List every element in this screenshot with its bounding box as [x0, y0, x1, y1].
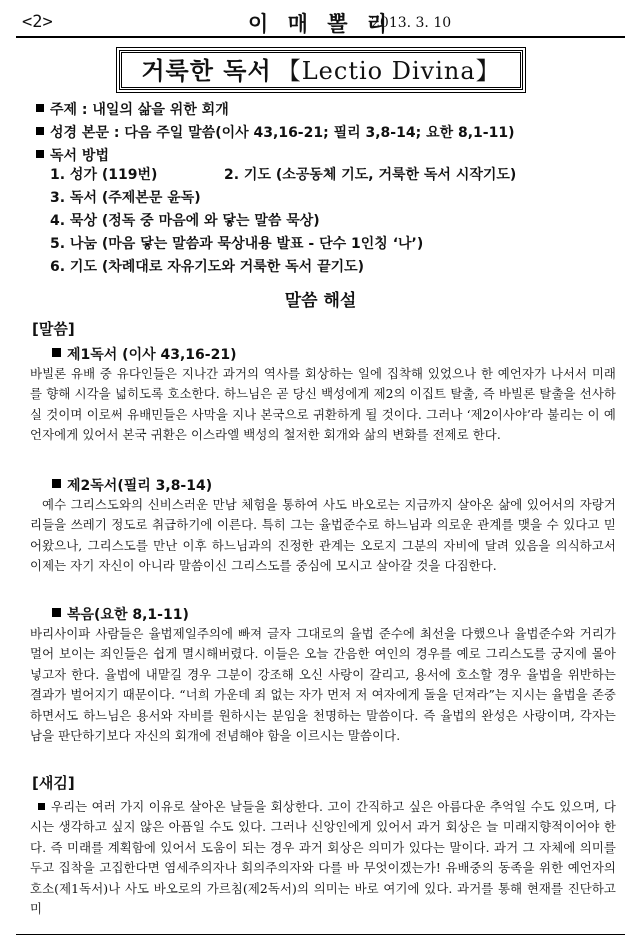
topic-text: 주제 : 내일의 삶을 위한 회개 — [50, 102, 229, 118]
square-bullet-icon — [52, 608, 61, 617]
step-row — [50, 256, 620, 279]
method-label: 독서 방법 — [50, 148, 109, 164]
square-bullet-icon — [36, 104, 44, 112]
step-row — [50, 233, 620, 256]
reflection-paragraph — [30, 797, 616, 919]
reading-title — [52, 344, 236, 364]
step-item: 3. 독서 (주제본문 윤독) — [50, 190, 201, 206]
step-item: 4. 묵상 (정독 중 마음에 와 닿는 말씀 묵상) — [50, 213, 320, 229]
reading-text: 예수 그리스도와의 신비스러운 만남 체험을 통하여 사도 바오로는 지금까지 살아온 삶에 있어서의 자랑거리들을 쓰레기 정도로 취급하기에 이른다. 특히 그는 율법준수로 하느님과 의로운 관계를 맺을 수 있다고 믿어왔으나, 그리스도를 만난 이후 하느님과의 진정한 관계는 오로지 그분의 자비에 달려 있음을 의식하고서 이제는 자기 자신이 아니라 말씀이신 그리스도를 중심에 모시고 살아갈 것을 다짐한다. — [30, 497, 616, 574]
topic-row — [36, 99, 616, 122]
square-bullet-icon — [52, 348, 61, 357]
square-bullet-icon — [38, 803, 45, 810]
bulletin-name: 이 매 뽈 리 — [248, 12, 394, 36]
step-row — [50, 187, 620, 210]
issue-date: 2013. 3. 10 — [371, 15, 452, 31]
reading-text: 바빌론 유배 중 유다인들은 지나간 과거의 역사를 회상하는 일에 집착해 있었으나 한 예언자가 나서서 미래를 향해 시각을 넓히도록 호소한다. 하느님은 곧 당신 백성에게 제2의 이집트 탈출, 즉 바빌론 탈출을 선사하실 것이며 이로써 유배민들은 사막을 지나 본국으로 귀환하게 될 것이다. 그러나 ‘제2이사야’라 불리는 이 예언자에게 있어서 본국 귀환은 이스라엘 백성의 철저한 회개와 삶의 변화를 전제로 한다. — [30, 366, 616, 443]
title-box — [119, 50, 523, 90]
word-section-label: [말씀] — [32, 320, 75, 338]
reading-title — [52, 475, 212, 495]
reading-title-text: 복음(요한 8,1-11) — [67, 607, 189, 623]
scripture-row — [36, 122, 616, 145]
square-bullet-icon — [36, 127, 44, 135]
commentary-heading: 말씀 해설 — [284, 291, 357, 311]
square-bullet-icon — [36, 150, 44, 158]
step-item: 5. 나눔 (마음 닿는 말씀과 묵상내용 발표 - 단수 1인칭 ‘나’) — [50, 236, 424, 252]
reading-title — [52, 604, 189, 624]
step-row — [50, 210, 620, 233]
method-steps — [50, 164, 620, 279]
meta-info — [36, 99, 616, 168]
step-item: 2. 기도 (소공동체 기도, 거룩한 독서 시작기도) — [224, 167, 517, 183]
reading-title-text: 제2독서(필리 3,8-14) — [67, 478, 213, 494]
title-latin: 【Lectio Divina】 — [276, 57, 501, 85]
reflection-text: 우리는 여러 가지 이유로 살아온 날들을 회상한다. 고이 간직하고 싶은 아름다운 추억일 수도 있으며, 다시는 생각하고 싶지 않은 아픔일 수도 있다. 그러나 신앙인에게 있어서 과거 회상은 늘 미래지향적이어야 한다. 즉 미래를 계획함에 있어서 도움이 되는 경우 과거 회상은 의미가 있다는 말이다. 과거 그 자체에 의미를 두고 집착을 고집한다면 염세주의자나 회의주의자와 다를 바 무엇이겠는가! 유배중의 동족을 위한 예언자의 호소(제1독서)나 사도 바오로의 가르침(제2독서)의 의미는 바로 여기에 있다. 과거를 통해 현재를 진단하고 미 — [30, 799, 616, 917]
reading-text: 바리사이파 사람들은 율법제일주의에 빠져 글자 그대로의 율법 준수에 최선을 다했으나 율법준수와 거리가 멀어 보이는 죄인들은 쉽게 멸시해버렸다. 이들은 오늘 간음한 여인의 경우를 예로 그리스도를 궁지에 몰아넣고자 한다. 율법에 내맡길 경우 그분이 강조해 오신 사랑이 갈리고, 용서에 호소할 경우 율법을 위반하는 결과가 벌어지기 때문이다. “너희 가운데 죄 없는 자가 먼저 저 여자에게 돌을 던져라”는 지시는 율법을 존중하면서도 하느님은 용서와 자비를 원하시는 분임을 천명하는 말씀이다. 즉 율법의 완성은 사랑이며, 각자는 남을 판단하기보다 자신의 회개에 전념해야 함을 이르시는 말씀이다. — [30, 626, 616, 744]
title-korean: 거룩한 독서 — [141, 57, 272, 85]
square-bullet-icon — [52, 479, 61, 488]
step-item: 1. 성가 (119번) — [50, 167, 158, 183]
step-row — [50, 164, 620, 187]
page-header — [16, 8, 625, 38]
reflection-section-label: [새김] — [32, 774, 75, 792]
scripture-text: 성경 본문 : 다음 주일 말씀(이사 43,16-21; 필리 3,8-14; 요한 8,1-11) — [50, 125, 515, 141]
page-number: <2> — [22, 12, 53, 32]
reading-title-text: 제1독서 (이사 43,16-21) — [67, 347, 237, 363]
step-item: 6. 기도 (차례대로 자유기도와 거룩한 독서 끝기도) — [50, 259, 365, 275]
bottom-divider — [16, 934, 625, 935]
